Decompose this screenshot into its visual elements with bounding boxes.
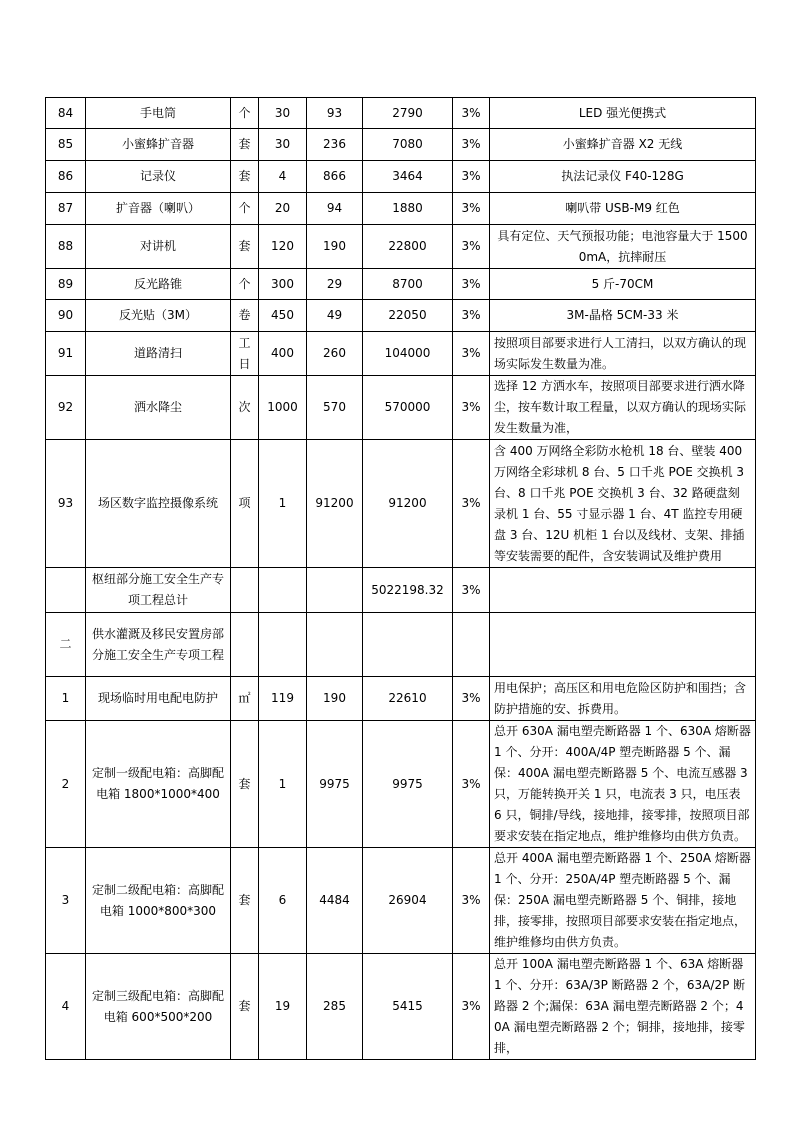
unit-price: 260: [307, 332, 363, 376]
total-amount: 3464: [363, 161, 453, 193]
unit-price: 866: [307, 161, 363, 193]
item-name: 小蜜蜂扩音器: [86, 129, 231, 161]
row-number: 1: [46, 677, 86, 721]
total-amount: 2790: [363, 98, 453, 129]
total-amount: 22800: [363, 225, 453, 269]
section-title: 供水灌溉及移民安置房部分施工安全生产专项工程: [86, 613, 231, 677]
tax-rate: 3%: [453, 677, 490, 721]
item-name: 道路清扫: [86, 332, 231, 376]
quantity: 20: [259, 193, 307, 225]
row-number: 92: [46, 376, 86, 440]
unit-price: 190: [307, 225, 363, 269]
subtotal-row: [46, 568, 756, 613]
unit: 套: [231, 129, 259, 161]
tax-rate: 3%: [453, 161, 490, 193]
unit: [231, 568, 259, 613]
unit-price: 9975: [307, 721, 363, 848]
table-row: [46, 98, 756, 129]
unit-price: 236: [307, 129, 363, 161]
item-name: 枢纽部分施工安全生产专项工程总计: [86, 568, 231, 613]
total-amount: 5022198.32: [363, 568, 453, 613]
item-description: 用电保护；高压区和用电危险区防护和围挡；含防护措施的安、拆费用。: [490, 677, 756, 721]
tax-rate: 3%: [453, 269, 490, 300]
unit: 套: [231, 721, 259, 848]
cost-table: [45, 97, 756, 1060]
row-number: 88: [46, 225, 86, 269]
table-row: [46, 848, 756, 954]
total-amount: 7080: [363, 129, 453, 161]
total-amount: 26904: [363, 848, 453, 954]
item-description: 执法记录仪 F40-128G: [490, 161, 756, 193]
tax-rate: 3%: [453, 954, 490, 1060]
table-row: [46, 376, 756, 440]
unit-price: 190: [307, 677, 363, 721]
table-row: [46, 440, 756, 568]
tax-rate: 3%: [453, 332, 490, 376]
row-number: 89: [46, 269, 86, 300]
total-amount: 5415: [363, 954, 453, 1060]
total-amount: 104000: [363, 332, 453, 376]
unit-price: [307, 613, 363, 677]
item-name: 洒水降尘: [86, 376, 231, 440]
row-number: 87: [46, 193, 86, 225]
tax-rate: 3%: [453, 225, 490, 269]
item-description: 喇叭带 USB-M9 红色: [490, 193, 756, 225]
total-amount: 22050: [363, 300, 453, 332]
unit: 个: [231, 193, 259, 225]
row-number: 86: [46, 161, 86, 193]
item-description: LED 强光便携式: [490, 98, 756, 129]
item-description: 总开 400A 漏电塑壳断路器 1 个、250A 熔断器 1 个、分开：250A/4P 塑壳断路器 5 个、漏保：250A 漏电塑壳断路器 5 个、铜排，接地排，接零排，按照项目部要求安装在指定地点，维护维修均由供方负责。: [490, 848, 756, 954]
tax-rate: [453, 613, 490, 677]
row-number: 3: [46, 848, 86, 954]
quantity: 400: [259, 332, 307, 376]
quantity: 4: [259, 161, 307, 193]
unit-price: 570: [307, 376, 363, 440]
table-row: [46, 193, 756, 225]
section-number: 二: [46, 613, 86, 677]
item-name: 手电筒: [86, 98, 231, 129]
item-description: 总开 100A 漏电塑壳断路器 1 个、63A 熔断器 1 个、分开：63A/3P 断路器 2 个，63A/2P 断路器 2 个;漏保：63A 漏电塑壳断路器 2 个；40A 漏电塑壳断路器 2 个；铜排，接地排，接零排，: [490, 954, 756, 1060]
item-name: 反光贴（3M）: [86, 300, 231, 332]
table-row: [46, 269, 756, 300]
unit: 工日: [231, 332, 259, 376]
table-row: [46, 300, 756, 332]
total-amount: 91200: [363, 440, 453, 568]
table-row: [46, 332, 756, 376]
quantity: 1: [259, 440, 307, 568]
unit-price: [307, 568, 363, 613]
item-name: 现场临时用电配电防护: [86, 677, 231, 721]
unit-price: 91200: [307, 440, 363, 568]
tax-rate: 3%: [453, 568, 490, 613]
item-description: 3M-晶格 5CM-33 米: [490, 300, 756, 332]
unit-price: 94: [307, 193, 363, 225]
unit-price: 285: [307, 954, 363, 1060]
item-description: 具有定位、天气预报功能；电池容量大于 15000mA，抗摔耐压: [490, 225, 756, 269]
quantity: [259, 613, 307, 677]
unit: 个: [231, 269, 259, 300]
item-name: 定制二级配电箱：高脚配电箱 1000*800*300: [86, 848, 231, 954]
unit-price: 29: [307, 269, 363, 300]
total-amount: [363, 613, 453, 677]
unit: [231, 613, 259, 677]
total-amount: 9975: [363, 721, 453, 848]
quantity: 1: [259, 721, 307, 848]
tax-rate: 3%: [453, 848, 490, 954]
total-amount: 8700: [363, 269, 453, 300]
unit-price: 93: [307, 98, 363, 129]
item-description: 按照项目部要求进行人工清扫，以双方确认的现场实际发生数量为准。: [490, 332, 756, 376]
item-name: 记录仪: [86, 161, 231, 193]
unit: 套: [231, 161, 259, 193]
unit-price: 49: [307, 300, 363, 332]
tax-rate: 3%: [453, 193, 490, 225]
table-row: [46, 129, 756, 161]
quantity: 120: [259, 225, 307, 269]
unit: 个: [231, 98, 259, 129]
unit: 套: [231, 848, 259, 954]
unit: 项: [231, 440, 259, 568]
quantity: 19: [259, 954, 307, 1060]
tax-rate: 3%: [453, 300, 490, 332]
total-amount: 1880: [363, 193, 453, 225]
quantity: 30: [259, 98, 307, 129]
item-name: 对讲机: [86, 225, 231, 269]
quantity: 450: [259, 300, 307, 332]
quantity: 300: [259, 269, 307, 300]
item-name: 定制一级配电箱：高脚配电箱 1800*1000*400: [86, 721, 231, 848]
unit: 卷: [231, 300, 259, 332]
quantity: 1000: [259, 376, 307, 440]
table-row: [46, 954, 756, 1060]
item-name: 场区数字监控摄像系统: [86, 440, 231, 568]
item-name: 定制三级配电箱：高脚配电箱 600*500*200: [86, 954, 231, 1060]
unit: ㎡: [231, 677, 259, 721]
item-description: 5 斤-70CM: [490, 269, 756, 300]
item-name: 反光路锥: [86, 269, 231, 300]
tax-rate: 3%: [453, 376, 490, 440]
unit: 次: [231, 376, 259, 440]
unit: 套: [231, 225, 259, 269]
total-amount: 570000: [363, 376, 453, 440]
row-number: 85: [46, 129, 86, 161]
table-row: [46, 677, 756, 721]
item-description: 小蜜蜂扩音器 X2 无线: [490, 129, 756, 161]
table-row: [46, 225, 756, 269]
unit-price: 4484: [307, 848, 363, 954]
row-number: 91: [46, 332, 86, 376]
quantity: [259, 568, 307, 613]
row-number: 90: [46, 300, 86, 332]
item-description: 选择 12 方洒水车，按照项目部要求进行洒水降尘，按车数计取工程量，以双方确认的现场实际发生数量为准，: [490, 376, 756, 440]
quantity: 119: [259, 677, 307, 721]
section-header-row: [46, 613, 756, 677]
row-number: 93: [46, 440, 86, 568]
tax-rate: 3%: [453, 440, 490, 568]
table-row: [46, 161, 756, 193]
unit: 套: [231, 954, 259, 1060]
table-row: [46, 721, 756, 848]
tax-rate: 3%: [453, 98, 490, 129]
item-name: 扩音器（喇叭）: [86, 193, 231, 225]
total-amount: 22610: [363, 677, 453, 721]
item-description: 总开 630A 漏电塑壳断路器 1 个、630A 熔断器 1 个、分开：400A/4P 塑壳断路器 5 个、漏保：400A 漏电塑壳断路器 5 个、电流互感器 3 只，万能转换开关 1 只，电流表 3 只，电压表 6 只，铜排/导线，接地排，接零排，按照项目部要求安装在指定地点，维护维修均由供方负责。: [490, 721, 756, 848]
tax-rate: 3%: [453, 129, 490, 161]
row-number: 84: [46, 98, 86, 129]
row-number: 2: [46, 721, 86, 848]
row-number: 4: [46, 954, 86, 1060]
item-description: 含 400 万网络全彩防水枪机 18 台、壁装 400 万网络全彩球机 8 台、5 口千兆 POE 交换机 3 台、8 口千兆 POE 交换机 3 台、32 路硬盘刻录机 1 台、55 寸显示器 1 台、4T 监控专用硬盘 3 台、12U 机柜 1 台以及线材、支架、排插等安装需要的配件，含安装调试及维护费用: [490, 440, 756, 568]
quantity: 6: [259, 848, 307, 954]
tax-rate: 3%: [453, 721, 490, 848]
quantity: 30: [259, 129, 307, 161]
item-description: [490, 613, 756, 677]
row-number: [46, 568, 86, 613]
item-description: [490, 568, 756, 613]
